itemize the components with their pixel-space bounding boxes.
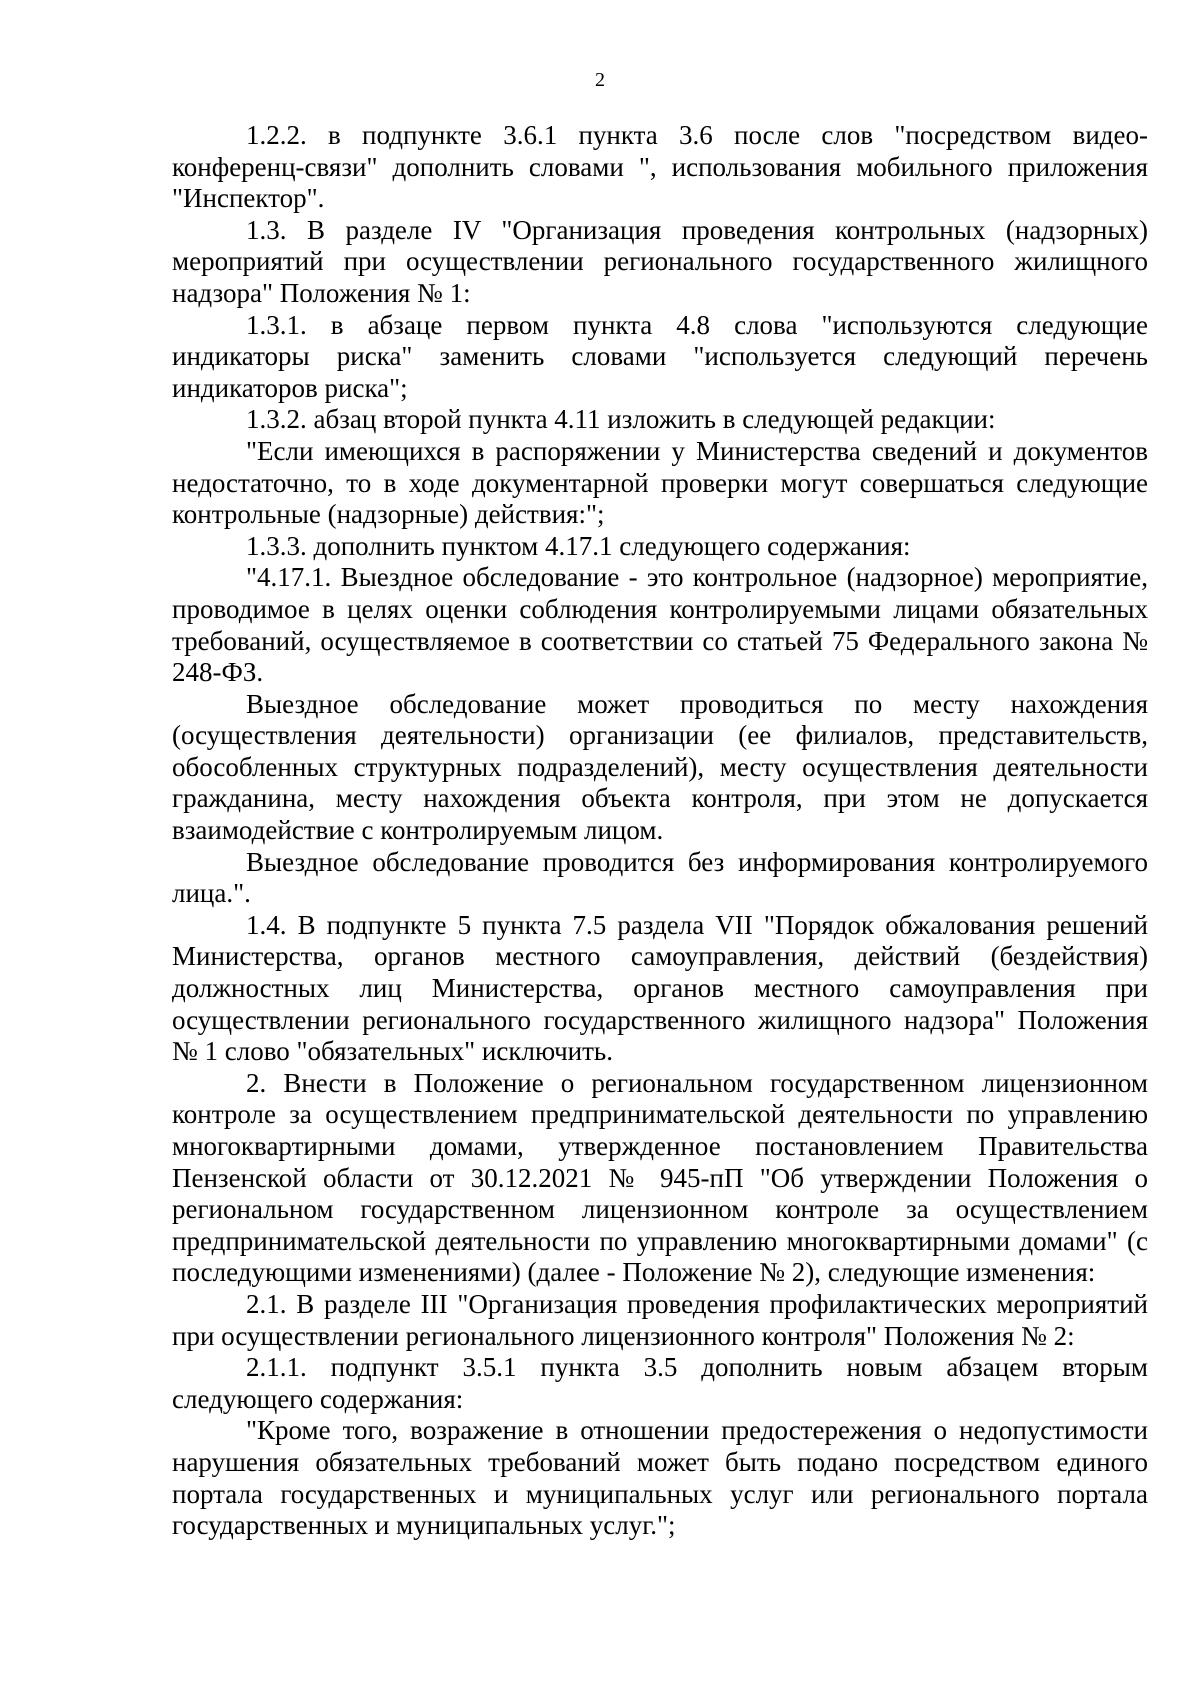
- paragraph-site-survey-location: Выездное обследование может проводиться по месту нахождения (осуществления деятельности) организации (ее филиалов, представительств, обособленных структурных подразделений), месту осуществления деятельности гражданина, месту нахождения объекта контроля, при этом не допускается взаимодействие с контролируемым лицом.: [172, 688, 1148, 846]
- paragraph-2: 2. Внести в Положение о региональном государственном лицензионном контроле за осуществлением предпринимательской деятельности по управлению многоквартирными домами, утвержденное постановлением Правительства Пензенской области от 30.12.2021 № 945-пП "Об утверждении Положения о региональном государственном лицензионном контроле за осуществлением предпринимательской деятельности по управлению многоквартирными домами" (с последующими изменениями) (далее - Положение № 2), следующие изменения:: [172, 1067, 1148, 1288]
- paragraph-4-17-1: "4.17.1. Выездное обследование - это контрольное (надзорное) мероприятие, проводимое в целях оценки соблюдения контролируемыми лицами обязательных требований, осуществляемое в соответствии со статьей 75 Федерального закона № 248-ФЗ.: [172, 562, 1148, 688]
- paragraph-1-3-3: 1.3.3. дополнить пунктом 4.17.1 следующего содержания:: [246, 530, 911, 561]
- paragraph-2-1-1: 2.1.1. подпункт 3.5.1 пункта 3.5 дополнить новым абзацем вторым следующего содержания:: [172, 1352, 1148, 1414]
- document-body: [172, 120, 1148, 1542]
- paragraph-quote-documents: "Если имеющихся в распоряжении у Министерства сведений и документов недостаточно, то в ходе документарной проверки могут совершаться следующие контрольные (надзорные) действия:";: [172, 435, 1148, 530]
- paragraph-1-3-2: 1.3.2. абзац второй пункта 4.11 изложить в следующей редакции:: [246, 404, 996, 435]
- paragraph-site-survey-no-notice: Выездное обследование проводится без информирования контролируемого лица.".: [172, 846, 1148, 909]
- paragraph-1-3-1: 1.3.1. в абзаце первом пункта 4.8 слова "используются следующие индикаторы риска" заменить словами "используется следующий перечень индикаторов риска";: [172, 309, 1148, 403]
- paragraph-1-3: 1.3. В разделе IV "Организация проведения контрольных (надзорных) мероприятий при осуществлении регионального государственного жилищного надзора" Положения № 1:: [172, 214, 1148, 308]
- paragraph-1-2-2: 1.2.2. в подпункте 3.6.1 пункта 3.6 после слов "посредством видео-конференц-связи" дополнить словами ", использования мобильного приложения "Инспектор".: [172, 120, 1148, 214]
- paragraph-2-1: 2.1. В разделе III "Организация проведения профилактических мероприятий при осуществлении регионального лицензионного контроля" Положения № 2:: [172, 1288, 1148, 1351]
- paragraph-quote-objection: "Кроме того, возражение в отношении предостережения о недопустимости нарушения обязательных требований может быть подано посредством единого портала государственных и муниципальных услуг или регионального портала государственных и муниципальных услуг.";: [172, 1415, 1148, 1541]
- page-number: 2: [595, 69, 605, 91]
- paragraph-1-4: 1.4. В подпункте 5 пункта 7.5 раздела VII "Порядок обжалования решений Министерства, органов местного самоуправления, действий (бездействия) должностных лиц Министерства, органов местного самоуправления при осуществлении регионального государственного жилищного надзора" Положения № 1 слово "обязательных" исключить.: [172, 909, 1148, 1067]
